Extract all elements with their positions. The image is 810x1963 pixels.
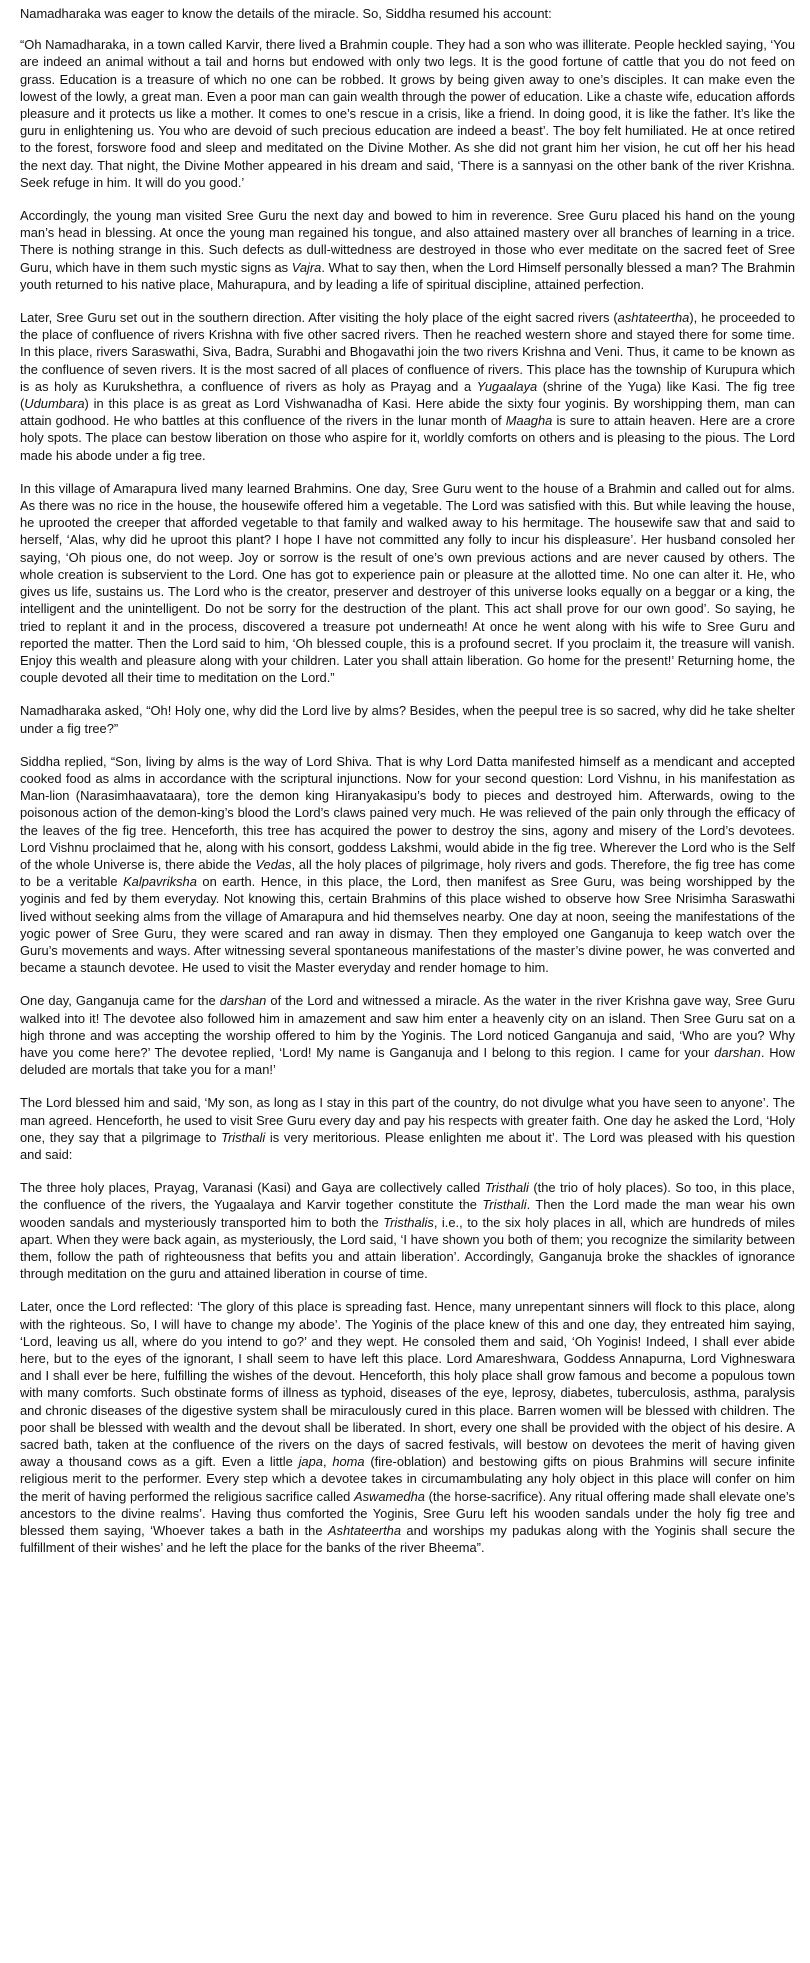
text-run: of the Lord and witnessed a miracle. As the water in the river Krishna gave way, Sree Guru walked into it! The devotee also followed him in amazement and saw him enter a heavenly city on an island. Then Sree Guru sat on a high throne and was accepting the worship offered to him by the Yoginis. The Lord noticed Ganganuja and said, ‘Who are you? Why have you come here?’ The devotee replied, ‘Lord! My name is Ganganuja and I belong to this region. I came for your	[20, 993, 795, 1060]
italic-term: Tristhali	[482, 1197, 527, 1213]
italic-term: Vedas	[255, 856, 292, 872]
text-run: Namadharaka was eager to know the details of the miracle. So, Siddha resumed his account:	[20, 6, 552, 21]
text-run: (the trio of holy places). So too, in this place, the confluence of the rivers, the Yugaalaya and Karvir together constitute the	[20, 1180, 795, 1213]
italic-term: homa	[332, 1454, 365, 1470]
italic-term: Vajra	[291, 259, 322, 275]
italic-term: Yugaalaya	[476, 378, 538, 394]
text-run: , i.e., to the six holy places in all, which are hundreds of miles apart. When they were back again, as mysteriously, the Lord said, ‘I have shown you both of them; you recognize the similarity between them, follow the path of righteousness that befits you and attain liberation’. Accordingly, Ganganuja broke the shackles of ignorance through meditation on the guru and attained liberation in course of time.	[20, 1214, 795, 1282]
italic-term: Tristhali	[484, 1180, 529, 1196]
body-paragraph	[20, 1094, 795, 1163]
italic-term: Aswamedha	[354, 1488, 425, 1504]
body-paragraph	[20, 702, 795, 736]
text-run: . What to say then, when the Lord Himself personally blessed a man? The Brahmin youth returned to his native place, Mahurapura, and by leading a life of spiritual discipline, attained perfection.	[20, 259, 795, 292]
text-run: ,	[322, 1454, 333, 1470]
text-run: . Then the Lord made the man wear his own wooden sandals and mysteriously transported him to both the	[20, 1197, 795, 1230]
text-run: ) in this place is as great as Lord Vishwanadha of Kasi. Here abide the sixty four yoginis. By worshipping them, man can attain godhood. He who battles at this confluence of the rivers in the lunar month of	[20, 396, 795, 429]
body-paragraph	[20, 36, 795, 191]
text-run: (the horse-sacrifice). Any ritual offering made shall elevate one’s ancestors to the divine realms’. Having thus comforted the Yoginis, Sree Guru left his wooden sandals under the holy fig tree and blessed them saying, ‘Whoever takes a bath in the	[20, 1488, 796, 1539]
body-paragraph	[20, 1298, 795, 1556]
text-run: (fire-oblation) and bestowing gifts on pious Brahmins will secure infinite religious merit to the performer. Every step which a devotee takes in circumambulating any holy object in this place will confer on him the merit of having performed the religious sacrifice called	[20, 1454, 795, 1504]
text-run: , all the holy places of pilgrimage, holy rivers and gods. Therefore, the fig tree has come to be a veritable	[20, 856, 795, 890]
text-run: Siddha replied, “Son, living by alms is the way of Lord Shiva. That is why Lord Datta manifested himself as a mendicant and accepted cooked food as alms in accordance with the scriptural injunctions. Now for your second question: Lord Vishnu, in his manifestation as Man-lion (Narasimhaavataara), tore the demon king Hiranyakasipu’s body to pieces and destroyed him. Afterwards, owing to the poisonous action of the demon-king’s blood the Lord’s claws pained very much. He was relieved of the pain only through the efficacy of the leaves of the fig tree. Henceforth, this tree has acquired the power to destroy the sins, agony and misery of the Lord’s devotees. Lord Vishnu proclaimed that he, along with his consort, goddess Lakshmi, would abide in the fig tree. Wherever the Lord who is the Self of the whole Universe is, there abide the	[20, 753, 795, 872]
text-run: The Lord blessed him and said, ‘My son, as long as I stay in this part of the country, do not divulge what you have seen to anyone’. The man agreed. Henceforth, he used to visit Sree Guru every day and pay his respects with greater faith. One day he asked the Lord, ‘Holy one, they say that a pilgrimage to	[20, 1095, 795, 1145]
body-paragraph	[20, 309, 795, 464]
text-run: One day, Ganganuja came for the	[20, 993, 220, 1009]
italic-term: Maagha	[505, 413, 553, 429]
italic-term: Tristhalis	[383, 1214, 434, 1230]
text-run: (shrine of the Yuga) like Kasi. The fig tree (	[20, 378, 795, 412]
text-run: ), he proceeded to the place of confluence of rivers Krishna with five other sacred rivers. Then he reached western shore and stayed there for some time. In this place, rivers Saraswathi, Siva, Badra, Surabhi and Bhogavathi join the two rivers Krishna and Veni. Thus, it came to be known as the confluence of seven rivers. It is the most sacred of all places of confluence of rivers. This place has the township of Kurupura which is as holy as Kurukshethra, a confluence of rivers as holy as Prayag and a	[20, 310, 795, 394]
body-paragraph	[20, 480, 795, 686]
text-run: “Oh Namadharaka, in a town called Karvir, there lived a Brahmin couple. They had a son who was illiterate. People heckled saying, ‘You are indeed an animal without a tail and horns but endowed with only two legs. It is the good fortune of cattle that you do not feed on grass. Education is a treasure of which no one can be robbed. It grows by being given away to one’s disciples. It can make even the lowest of the lowly, a great man. Even a poor man can gain wealth through the power of education. Like a chaste wife, education affords pleasure and it protects us like a mother. It comes to one’s rescue in a crisis, like a friend. In doing good, it is like the father. It’s like the guru in enlightening us. You who are devoid of such precious education are indeed a beast’. The boy felt humiliated. He at once retired to the forest, forswore food and sleep and meditated on the Divine Mother. As she did not grant him her vision, he cut off her his head the next day. That night, the Divine Mother appeared in his dream and said, ‘There is a sannyasi on the other bank of the river Krishna. Seek refuge in him. It will do you good.’	[20, 37, 795, 190]
text-run: and worships my padukas along with the Yoginis shall secure the fulfillment of their wishes’ and he left the place for the banks of the river Bheema”.	[20, 1523, 795, 1556]
italic-term: japa	[298, 1454, 323, 1470]
text-run: The three holy places, Prayag, Varanasi (Kasi) and Gaya are collectively called	[20, 1180, 485, 1196]
italic-term: darshan	[714, 1044, 761, 1060]
text-run: In this village of Amarapura lived many learned Brahmins. One day, Sree Guru went to the house of a Brahmin and called out for alms. As there was no rice in the house, the housewife offered him a vegetable. The Lord was satisfied with this. But while leaving the house, he uprooted the creeper that afforded vegetable to that family and walked away to his hermitage. The housewife saw that and said to herself, ‘Alas, why did he uproot this plant? I hope I have not committed any folly to incur his displeasure’. Her husband consoled her saying, ‘Oh pious one, do not weep. Joy or sorrow is the result of one’s own previous actions and are never caused by others. The whole creation is subservient to the Lord. One has got to experience pain or pleasure at the allotted time. No one can alter it. He, who gives us life, sustains us. The Lord who is the creator, preserver and destroyer of this universe looks equally on a beggar or a king, the intelligent and the unintelligent. Do not be sorry for the destruction of the plant. This act shall prove for our own good’. So saying, he tried to replant it and in the process, discovered a treasure pot underneath! At once he went along with his wife to Sree Guru and reported the matter. Then the Lord said to him, ‘Oh blessed couple, this is a profound secret. If you proclaim it, the treasure will vanish. Enjoy this wealth and pleasure along with your children. Later you shall attain liberation. Go home for the present!’ Returning home, the couple devoted all their time to meditation on the Lord.”	[20, 480, 795, 686]
italic-term: Tristhali	[221, 1129, 266, 1145]
italic-term: Kalpavriksha	[123, 874, 197, 890]
body-paragraph	[20, 207, 795, 293]
text-run: Later, Sree Guru set out in the southern direction. After visiting the holy place of the eight sacred rivers (	[20, 310, 618, 326]
text-run: is very meritorious. Please enlighten me about it’. The Lord was pleased with his question and said:	[20, 1129, 795, 1162]
italic-term: Ashtateertha	[327, 1523, 402, 1539]
text-run: on earth. Hence, in this place, the Lord, then manifest as Sree Guru, was being worshipped by the yoginis and fed by them everyday. Not knowing this, certain Brahmins of this place wished to observe how Sree Nrisimha Saraswathi lived without seeking alms from the village of Amarapura and hid themselves nearby. One day at noon, seeing the manifestations of the yogic power of Sree Guru, they were scared and ran away in dismay. Then they employed one Ganganuja to keep watch over the Guru’s movements and ways. After witnessing several spontaneous manifestations of the master’s divine power, he was converted and became a staunch devotee. He used to visit the Master everyday and render homage to him.	[20, 874, 796, 976]
text-run: is sure to attain heaven. Here are a crore holy spots. The place can bestow liberation on those who aspire for it, worldly comforts on others and is pleasing to the pious. The Lord made his abode under a fig tree.	[20, 413, 795, 463]
body-paragraph	[20, 753, 795, 977]
text-run: Accordingly, the young man visited Sree Guru the next day and bowed to him in reverence. Sree Guru placed his hand on the young man’s head in blessing. At once the young man regained his tongue, and also attained mastery over all branches of learning in a trice. There is nothing strange in this. Such defects as dull-wittedness are destroyed in those who ever meditate on the sacred feet of Sree Guru, which have in them such mystic signs as	[20, 208, 795, 275]
body-paragraph	[20, 1179, 795, 1282]
italic-term: ashtateertha	[617, 310, 690, 326]
text-run: Later, once the Lord reflected: ‘The glory of this place is spreading fast. Hence, many unrepentant sinners will flock to this place, along with the righteous. So, I will have to change my abode’. The Yoginis of the place knew of this and one day, they entreated him saying, ‘Lord, leaving us all, where do you intend to go?’ and they wept. He consoled them and said, ‘Oh Yoginis! Indeed, I shall ever abide here, but to the eyes of the ignorant, I shall seem to have left this place. Lord Amareshwara, Goddess Annapurna, Lord Vighneswara and I shall ever be here, fulfilling the wishes of the devout. Henceforth, this holy place shall grow famous and become a populous town with many comforts. Such obstinate forms of illness as typhoid, diseases of the eye, leprosy, diabetes, tuberculosis, asthma, paralysis and chronic diseases of the digestive system shall be miraculously cured in this place. Barren women will be blessed with children. The poor shall be blessed with wealth and the devout shall be liberated. In short, every one shall be provided with the object of his desire. A sacred bath, taken at the confluence of the rivers on the days of sacred festivals, will bestow on devotees the merit of having given away a thousand cows as a gift. Even a little	[20, 1299, 795, 1470]
italic-term: Udumbara	[24, 396, 85, 412]
italic-term: darshan	[219, 993, 267, 1009]
text-run: . How deluded are mortals that take you for a man!’	[20, 1044, 795, 1078]
intro-paragraph	[20, 5, 795, 22]
text-run: Namadharaka asked, “Oh! Holy one, why did the Lord live by alms? Besides, when the peepul tree is so sacred, why did he take shelter under a fig tree?”	[20, 703, 795, 736]
body-paragraph	[20, 992, 795, 1078]
